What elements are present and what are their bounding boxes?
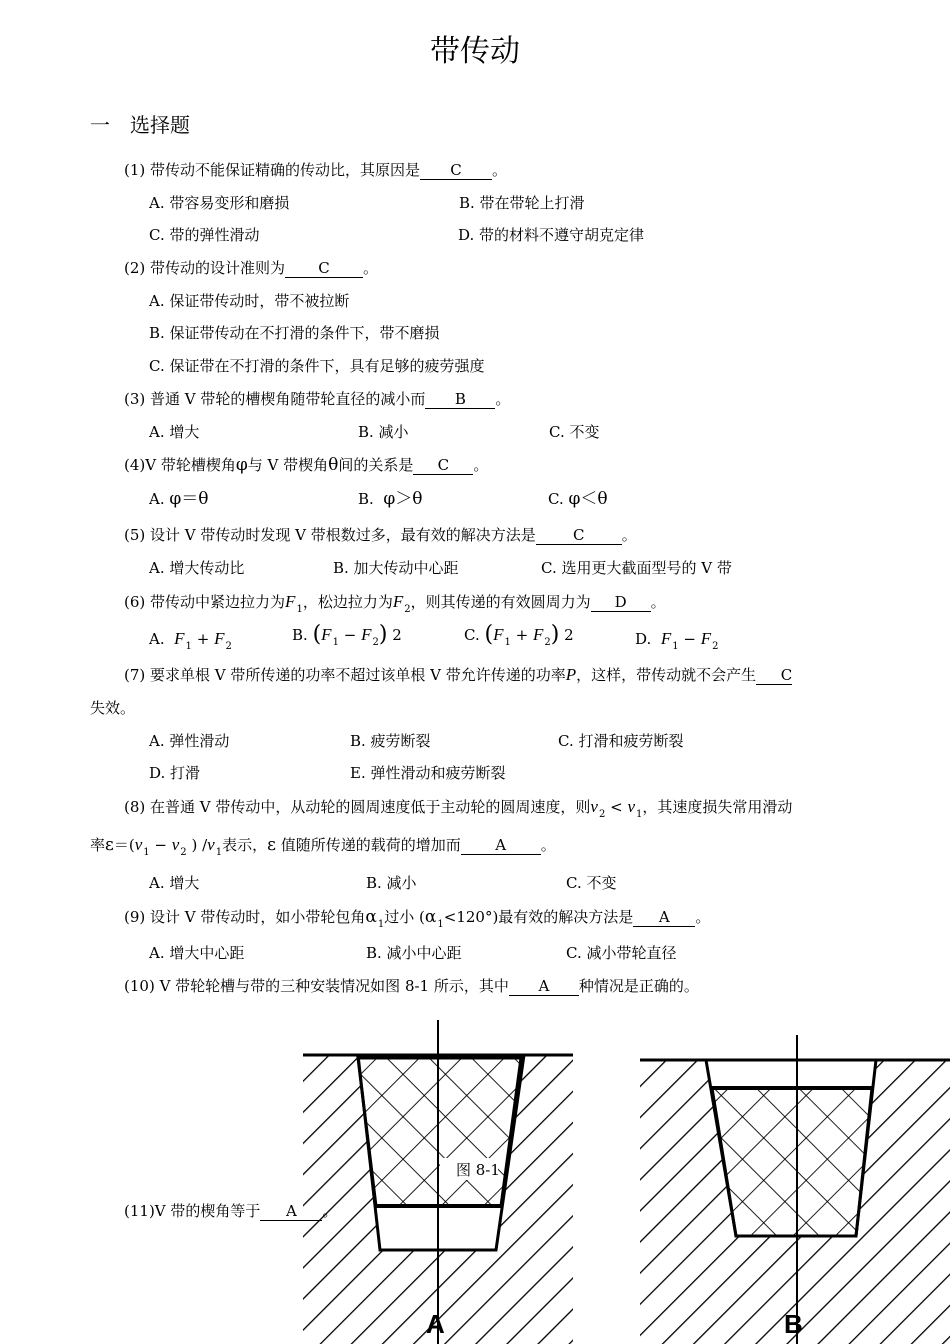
question-end: 。 xyxy=(363,259,379,277)
figure-label-b: B xyxy=(784,1309,803,1339)
subscript: 1 xyxy=(143,847,150,858)
option-a: A. 增大 xyxy=(149,423,200,441)
force-symbol: F xyxy=(321,625,332,644)
math-operator: ) xyxy=(378,622,388,647)
force-symbol: F xyxy=(533,625,544,644)
question-text: 带传动的设计准则为 xyxy=(150,259,286,277)
question-text: 值随所传递的载荷的增加而 xyxy=(280,836,461,854)
answer-blank: A xyxy=(260,1203,322,1221)
force-symbol: F xyxy=(660,629,672,648)
question-11 xyxy=(124,1201,337,1221)
question-end: 。 xyxy=(492,161,508,179)
epsilon-symbol: ε xyxy=(105,835,114,855)
phi-symbol: φ xyxy=(235,455,248,475)
figure-8-1 xyxy=(0,1010,950,1344)
option-b: B. 减小 xyxy=(366,874,417,892)
option-c: C. 选用更大截面型号的 V 带 xyxy=(541,559,732,577)
math-operator: 2 xyxy=(564,626,574,644)
alpha-symbol: α xyxy=(424,907,437,927)
math-operator: ( xyxy=(484,622,494,647)
question-3 xyxy=(124,389,510,409)
question-number: (6) xyxy=(124,593,146,611)
v-belt-a xyxy=(358,1058,521,1206)
v-belt-b xyxy=(712,1088,872,1236)
option-a: A. 增大传动比 xyxy=(149,559,245,577)
question-text: 要求单根 V 带所传递的功率不超过该单根 V 带允许传递的功率 xyxy=(150,666,566,684)
option-a: A. 增大 xyxy=(149,874,200,892)
subscript: 2 xyxy=(372,637,379,648)
option-b: B. 减小 xyxy=(358,423,409,441)
question-end: 。 xyxy=(495,390,511,408)
epsilon-symbol: ε xyxy=(267,835,276,855)
subscript: 1 xyxy=(504,637,511,648)
question-text: 普通 V 带轮的槽楔角随带轮直径的减小而 xyxy=(150,390,426,408)
question-end: 。 xyxy=(695,908,711,926)
subscript: 2 xyxy=(404,604,411,615)
question-text: 带传动不能保证精确的传动比，其原因是 xyxy=(150,161,421,179)
pulley-groove-a xyxy=(303,1020,573,1344)
option-a: A. 带容易变形和磨损 xyxy=(149,194,290,212)
math-operator: ( xyxy=(312,622,322,647)
option-b: B. 疲劳断裂 xyxy=(350,732,431,750)
question-number: (4) xyxy=(124,456,146,474)
option-letter: B. xyxy=(358,490,374,508)
section-heading: 一 选择题 xyxy=(90,113,190,137)
subscript: 1 xyxy=(332,637,339,648)
question-4 xyxy=(124,455,488,475)
question-6 xyxy=(124,592,666,620)
force-symbol: F xyxy=(285,592,296,611)
subscript: 1 xyxy=(377,919,385,930)
question-text: 设计 V 带传动时，如小带轮包角 xyxy=(150,908,366,926)
page-title: 带传动 xyxy=(430,34,520,69)
force-symbol: F xyxy=(361,625,372,644)
option-a: A. 弹性滑动 xyxy=(149,732,230,750)
answer-blank: D xyxy=(591,594,651,612)
answer-blank: A xyxy=(633,909,695,927)
question-continuation xyxy=(90,835,556,863)
question-text: 在普通 V 带传动中，从动轮的圆周速度低于主动轮的圆周速度，则 xyxy=(150,798,591,816)
question-number: (8) xyxy=(124,798,146,816)
question-number: (7) xyxy=(124,666,146,684)
option-letter: C. xyxy=(548,490,564,508)
question-number: (5) xyxy=(124,526,146,544)
math-operator: − xyxy=(683,630,696,648)
question-text: <120°)最有效的解决方法是 xyxy=(443,908,634,926)
option-c xyxy=(464,622,574,653)
math-operator: ＝( xyxy=(113,836,135,854)
math-operator: − xyxy=(154,836,167,854)
math-operator: ) xyxy=(550,622,560,647)
velocity-symbol: v xyxy=(627,797,636,816)
question-text: 与 V 带楔角 xyxy=(247,456,329,474)
answer-blank: C xyxy=(285,260,363,278)
option-a: A. 保证带传动时，带不被拉断 xyxy=(149,292,350,310)
answer-blank: C xyxy=(536,527,622,545)
figure-label-a: A xyxy=(426,1309,445,1339)
option-b xyxy=(292,622,402,653)
question-10 xyxy=(124,976,699,996)
subscript: 1 xyxy=(296,604,303,615)
math-expression: φ＝θ xyxy=(169,489,209,509)
option-b: B. 加大传动中心距 xyxy=(333,559,459,577)
pulley-groove-b xyxy=(640,1035,950,1344)
math-expression: φ＞θ xyxy=(383,489,423,509)
force-symbol: F xyxy=(700,629,712,648)
question-end: 。 xyxy=(322,1202,338,1220)
velocity-symbol: v xyxy=(171,835,180,854)
question-7 xyxy=(124,665,792,685)
math-operator: 2 xyxy=(392,626,402,644)
option-letter: D. xyxy=(635,630,652,648)
velocity-symbol: v xyxy=(590,797,598,816)
question-text: V 带轮轮槽与带的三种安装情况如图 8-1 所示，其中 xyxy=(159,977,509,995)
question-text: ，其速度损失常用滑动 xyxy=(642,798,793,816)
math-operator: / xyxy=(202,836,208,854)
option-b: B. 带在带轮上打滑 xyxy=(459,194,585,212)
velocity-symbol: v xyxy=(207,835,215,854)
question-end: 种情况是正确的。 xyxy=(578,977,699,995)
answer-blank: B xyxy=(425,391,495,409)
question-text: 过小 ( xyxy=(384,908,425,926)
subscript: 1 xyxy=(185,641,192,652)
option-c: C. 减小带轮直径 xyxy=(566,944,677,962)
question-number: (11) xyxy=(124,1202,155,1220)
question-text: ，松边拉力为 xyxy=(302,593,393,611)
question-number: (3) xyxy=(124,390,146,408)
option-c: C. 打滑和疲劳断裂 xyxy=(558,732,684,750)
subscript: 1 xyxy=(636,809,643,820)
question-9 xyxy=(124,907,710,935)
option-a xyxy=(149,489,209,509)
question-text: ，则其传递的有效圆周力为 xyxy=(410,593,591,611)
option-a: A. 增大中心距 xyxy=(149,944,245,962)
question-2 xyxy=(124,258,378,278)
question-end: 。 xyxy=(621,526,637,544)
question-number: (10) xyxy=(124,977,155,995)
option-c: C. 不变 xyxy=(549,423,600,441)
subscript: 2 xyxy=(712,641,719,652)
subscript: 2 xyxy=(180,847,187,858)
force-symbol: F xyxy=(174,629,185,648)
option-b: B. 保证带传动在不打滑的条件下，带不磨损 xyxy=(149,324,440,342)
option-letter: A. xyxy=(149,630,165,648)
question-end: 。 xyxy=(650,593,666,611)
power-symbol: P xyxy=(565,665,577,684)
option-d xyxy=(635,629,718,657)
question-end: 。 xyxy=(540,836,556,854)
figure-caption: 图 8-1 xyxy=(456,1161,500,1179)
question-1 xyxy=(124,160,507,180)
math-operator: ) xyxy=(191,836,198,854)
question-text: ，这样，带传动就不会产生 xyxy=(576,666,757,684)
theta-symbol: θ xyxy=(328,455,339,475)
option-b xyxy=(358,489,422,509)
force-symbol: F xyxy=(214,629,225,648)
option-c: C. 保证带在不打滑的条件下，具有足够的疲劳强度 xyxy=(149,357,485,375)
answer-blank: A xyxy=(461,837,541,855)
option-c: C. 不变 xyxy=(566,874,617,892)
question-5 xyxy=(124,525,637,545)
math-operator: < xyxy=(610,798,623,816)
option-c xyxy=(548,489,608,509)
math-expression: φ＜θ xyxy=(568,489,608,509)
option-c: C. 带的弹性滑动 xyxy=(149,226,260,244)
option-d: D. 带的材料不遵守胡克定律 xyxy=(458,226,645,244)
velocity-symbol: v xyxy=(134,835,143,854)
math-operator: − xyxy=(343,626,357,644)
question-end: 。 xyxy=(473,456,489,474)
question-number: (9) xyxy=(124,908,146,926)
subscript: 1 xyxy=(672,641,679,652)
question-continuation: 失效。 xyxy=(90,699,136,717)
subscript: 2 xyxy=(225,641,232,652)
answer-blank: C xyxy=(756,667,792,685)
question-text: 设计 V 带传动时发现 V 带根数过多，最有效的解决方法是 xyxy=(150,526,536,544)
subscript: 1 xyxy=(437,919,444,930)
question-text: 表示， xyxy=(222,836,268,854)
force-symbol: F xyxy=(392,592,404,611)
question-text: 间的关系是 xyxy=(338,456,414,474)
answer-blank: C xyxy=(420,162,492,180)
question-text: V 带轮槽楔角 xyxy=(145,456,236,474)
question-text: V 带的楔角等于 xyxy=(154,1202,261,1220)
question-number: (1) xyxy=(124,161,146,179)
answer-blank: C xyxy=(413,457,473,475)
alpha-symbol: α xyxy=(365,907,377,927)
option-letter: C. xyxy=(464,626,480,644)
answer-blank: A xyxy=(509,978,579,996)
question-text: 率 xyxy=(90,836,106,854)
option-letter: A. xyxy=(149,490,165,508)
option-letter: B. xyxy=(292,626,308,644)
option-d: D. 打滑 xyxy=(149,764,201,782)
question-8 xyxy=(124,797,792,825)
math-operator: + xyxy=(515,626,529,644)
option-b: B. 减小中心距 xyxy=(366,944,462,962)
subscript: 2 xyxy=(598,809,606,820)
subscript: 1 xyxy=(215,847,223,858)
question-text: 带传动中紧边拉力为 xyxy=(150,593,286,611)
math-operator: + xyxy=(196,630,210,648)
question-number: (2) xyxy=(124,259,146,277)
option-a xyxy=(149,629,232,657)
subscript: 2 xyxy=(544,637,551,648)
force-symbol: F xyxy=(493,625,504,644)
option-e: E. 弹性滑动和疲劳断裂 xyxy=(350,764,506,782)
